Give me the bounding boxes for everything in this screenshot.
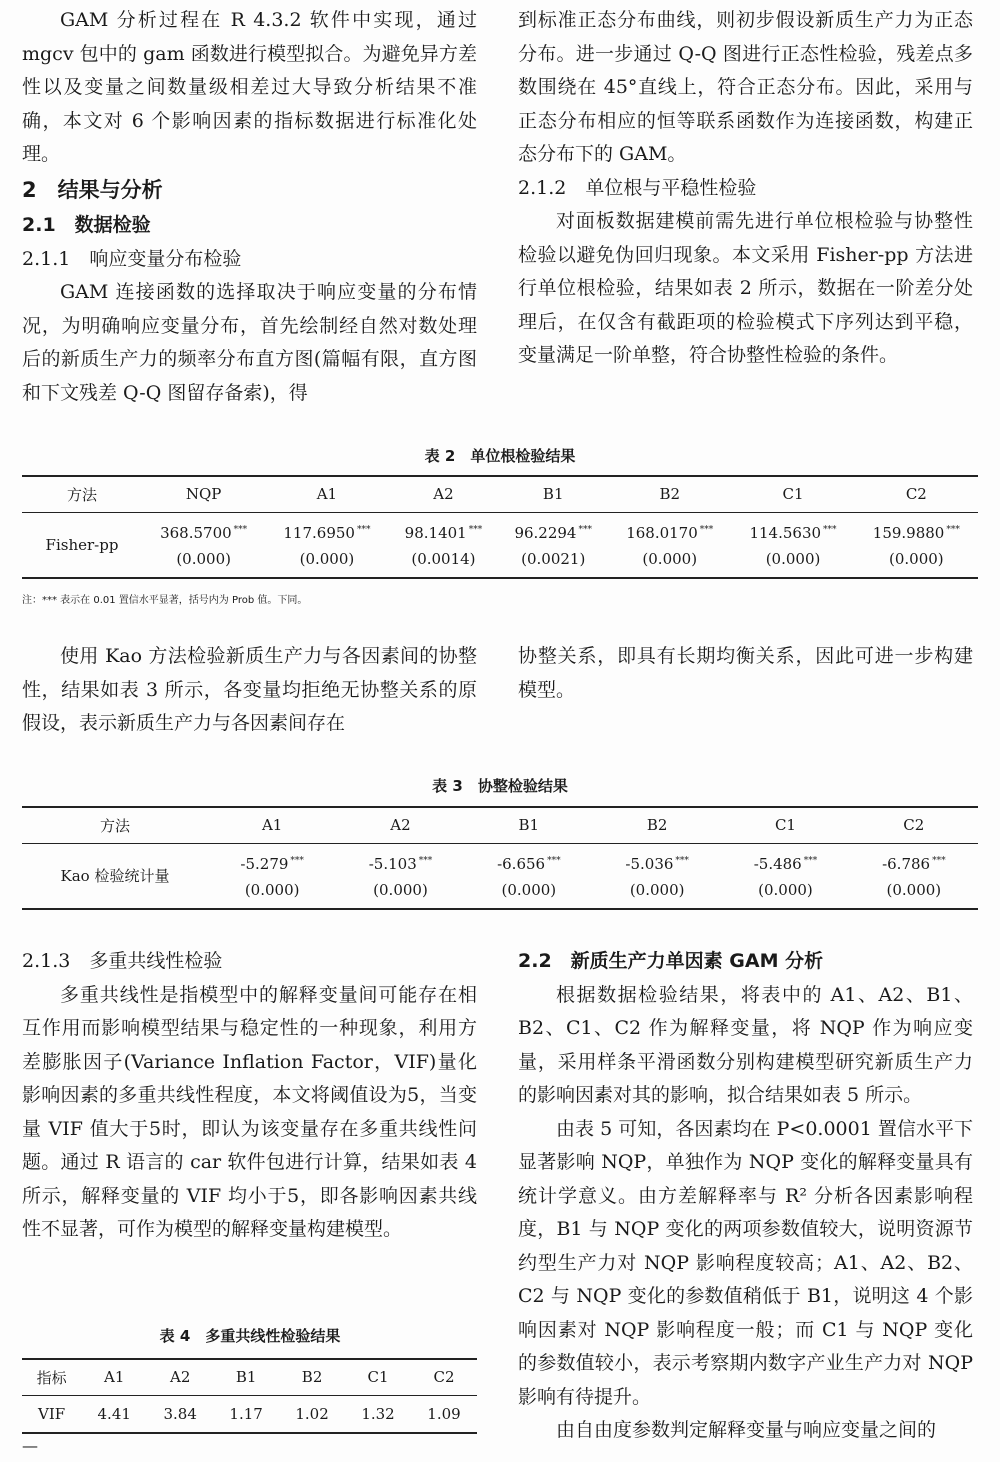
table4-header-c1: C1 [367,1368,389,1387]
table2-value: 168.0170 [626,524,698,543]
table4-value: 3.84 [163,1404,197,1423]
table2-cell [855,512,978,578]
table3-value: -5.279 [240,855,289,874]
table3-cell [336,843,464,909]
table2-header-c2: C2 [905,485,927,504]
table3-cell [208,843,336,909]
table3-header-a2: A2 [390,816,411,835]
table4-header-indicator: 指标 [36,1368,67,1387]
table3-row-label: Kao 检验统计量 [60,867,170,886]
section-heading-2: 2 结果与分析 [22,177,163,202]
table2-stars: *** [356,525,371,536]
table2-row-label: Fisher-pp [45,535,119,554]
table3-header-method: 方法 [99,816,130,835]
table3-prob: (0.000) [629,881,685,900]
table3-prob: (0.000) [501,881,557,900]
left-column-bottom [22,945,477,1247]
table4-value: 1.02 [295,1404,329,1423]
paragraph-multicollinearity: 多重共线性是指模型中的解释变量间可能存在相互作用而影响模型结果与稳定性的一种现象，利用方差膨胀因子(Variance Inflation Factor，VIF)量化影响因素的多重共线性程度，本文将阈值设为5，当变量 VIF 值大于5时，即认为该变量存在多重共线性问题。通过 R 语言的 car 软件包进行计算，结果如表 4 所示，解释变量的 VIF 均小于5，即各影响因素共线性不显著，可作为模型的解释变量构建模型。 [22,983,477,1240]
paragraph-table5-results: 由表 5 可知，各因素均在 P<0.0001 置信水平下显著影响 NQP，单独作为 NQP 变化的解释变量具有统计学意义。由方差解释率与 R² 分析各因素影响程度，B1 与 NQP 变化的两项参数值较大，说明资源节约型生产力对 NQP 影响程度较高；A1、A2、B2、C2 与 NQP 变化的参数值稍低于 B1，说明这 4 个影响因素对 NQP 影响程度一般；而 C1 与 NQP 变化的参数值较小，表示考察期内数字产业生产力对 NQP 影响有待提升。 [518,1117,973,1408]
table3-stars: *** [932,856,946,867]
paragraph-unit-root: 对面板数据建模前需先进行单位根检验与协整性检验以避免伪回归现象。本文采用 Fisher-pp 方法进行单位根检验，结果如表 2 所示，数据在一阶差分处理后，在仅含有截距项的检验模式下序列达到平稳，变量满足一阶单整，符合协整性检验的条件。 [518,210,973,366]
table3-header-c1: C1 [774,816,796,835]
table2-header-a2: A2 [433,485,454,504]
table3-prob: (0.000) [886,881,942,900]
table2-header-c1: C1 [782,485,804,504]
section-heading-2-1-2: 2.1.2 单位根与平稳性检验 [518,176,757,199]
table3-header-c2: C2 [903,816,925,835]
table2-prob: (0.000) [299,550,355,569]
table3-value: -5.036 [625,855,674,874]
table4-value: 1.32 [361,1404,395,1423]
table3-prob: (0.000) [758,881,813,900]
table2-value: 368.5700 [160,524,232,543]
table2-prob: (0.000) [765,550,821,569]
table3-value: -6.656 [497,855,546,874]
table4-header-b2: B2 [301,1368,323,1387]
table2-cell [498,512,608,578]
table2-stars: *** [946,525,960,536]
table2-header-a1: A1 [316,485,338,504]
paragraph-gam-analysis: 根据数据检验结果，将表中的 A1、A2、B1、B2、C1、C2 作为解释变量，将 NQP 作为响应变量，采用样条平滑函数分别构建模型研究新质生产力的影响因素对其的影响，拟合结果如表 5 所示。 [518,983,973,1106]
table3-stars: *** [547,856,561,867]
table4-row-label: VIF [38,1404,66,1423]
table2-value: 98.1401 [404,524,467,543]
table4-caption: 表 4 多重共线性检验结果 [159,1327,341,1345]
paragraph-kao-right: 协整关系，即具有长期均衡关系，因此可进一步构建模型。 [518,645,973,701]
section-heading-2-1-1: 2.1.1 响应变量分布检验 [22,247,242,270]
table4-value: 1.09 [427,1404,461,1423]
table2-value: 117.6950 [283,524,355,543]
section-heading-2-1-3: 2.1.3 多重共线性检验 [22,950,223,972]
paragraph-degrees-freedom: 由自由度参数判定解释变量与响应变量之间的 [556,1419,937,1441]
table2-cell [608,512,731,578]
table2-prob: (0.000) [176,550,231,569]
table4-value: 1.17 [229,1404,263,1423]
table2-header-method: 方法 [66,485,97,504]
table3-caption: 表 3 协整检验结果 [432,777,568,795]
right-column-top [518,4,973,373]
table2-note: 注：*** 表示在 0.01 置信水平显著，括号内为 Prob 值。下同。 [22,595,308,606]
table2-stars: *** [699,525,714,536]
table3-header-b2: B2 [646,816,668,835]
table2-stars: *** [578,525,592,536]
paragraph-gam-process: GAM 分析过程在 R 4.3.2 软件中实现，通过 mgcv 包中的 gam 函数进行模型拟合。为避免异方差性以及变量之间数量级相差过大导致分析结果不准确，本文对 6 个影响因素的指标数据进行标准化处理。 [22,9,477,165]
table2-stars: *** [233,525,248,536]
paragraph-response-distribution: GAM 连接函数的选择取决于响应变量的分布情况，为明确响应变量分布，首先绘制经自然对数处理后的新质生产力的频率分布直方图(篇幅有限，直方图和下文残差 Q-Q 图留存备索)，得 [22,281,477,404]
table2-header-nqp: NQP [185,485,222,504]
table4-header-a2: A2 [169,1368,191,1387]
table3-stars: *** [418,856,433,867]
left-column-top [22,4,477,410]
table4-header-b1: B1 [235,1368,257,1387]
table2-prob: (0.0014) [411,550,476,569]
table3-header-b1: B1 [518,816,540,835]
table3-prob: (0.000) [244,881,300,900]
table3-stars: *** [675,856,689,867]
table2-cell [731,512,854,578]
table3-cell [465,843,593,909]
table4-header-a1: A1 [104,1368,125,1387]
table2-prob: (0.0021) [521,550,586,569]
left-column-kao [22,640,477,741]
table4 [22,1358,477,1434]
table2-value: 96.2294 [514,524,577,543]
table2-caption: 表 2 单位根检验结果 [424,447,576,465]
table2-value: 159.9880 [872,524,945,543]
table2-stars: *** [468,525,483,536]
table3 [22,806,978,910]
section-heading-2-2: 2.2 新质生产力单因素 GAM 分析 [518,950,824,972]
table2-header-b1: B1 [542,485,564,504]
section-heading-2-1: 2.1 数据检验 [22,214,151,236]
table2-cell [389,512,499,578]
right-column-bottom [518,945,973,1448]
table3-stars: *** [290,856,304,867]
paragraph-normal-distribution: 到标准正态分布曲线，则初步假设新质生产力为正态分布。进一步通过 Q-Q 图进行正态性检验，残差点多数围绕在 45°直线上，符合正态分布。因此，采用与正态分布相应的恒等联系函数作为连接函数，构建正态分布下的 GAM。 [518,9,973,165]
table2-cell [265,512,388,578]
table2-value: 114.5630 [749,524,822,543]
table3-cell [721,843,849,909]
table4-value: 4.41 [97,1404,131,1423]
table4-header-c2: C2 [433,1368,455,1387]
table3-header-a1: A1 [261,816,283,835]
table2-stars: *** [823,525,837,536]
table3-cell [593,843,721,909]
table2 [22,475,978,579]
table3-value: -6.786 [882,855,931,874]
table2-header-b2: B2 [659,485,681,504]
table2-prob: (0.000) [889,550,944,569]
table2-cell [142,512,265,578]
right-column-kao [518,640,973,707]
table2-prob: (0.000) [642,550,698,569]
table3-prob: (0.000) [373,881,428,900]
table3-value: -5.103 [368,855,417,874]
table3-cell [850,843,978,909]
paragraph-kao-left: 使用 Kao 方法检验新质生产力与各因素间的协整性，结果如表 3 所示，各变量均拒绝无协整关系的原假设，表示新质生产力与各因素间存在 [22,645,477,734]
table3-value: -5.486 [753,855,802,874]
table3-stars: *** [803,856,818,867]
page-mark: — [22,1436,38,1455]
